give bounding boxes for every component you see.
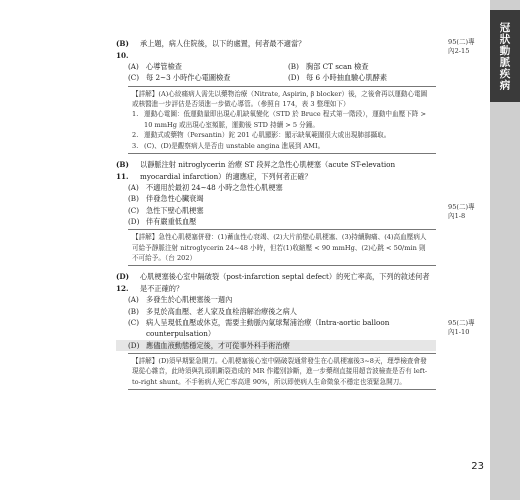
chapter-label: 冠狀動脈疾病: [490, 10, 520, 102]
option: (A) 多發生於心肌梗塞後一週內: [128, 295, 233, 305]
explanation-item: 2. 運動式或藥物（Persantin）鉈 201 心肌顯影：顯示缺氧範圍很大或出現肺部攝取。: [132, 131, 391, 140]
question-number: (D) 12.: [116, 272, 130, 293]
question-stem: 以靜脈注射 nitroglycerin 治療 ST 段昇之急性心肌梗塞（acute ST-elevation myocardial infarction）的適應症，下列何者正確？: [140, 160, 396, 181]
option: (C) 急性下壁心肌梗塞: [128, 205, 204, 215]
page-number: 23: [471, 461, 484, 472]
option: (A) 心導管檢查: [128, 62, 182, 71]
explanation-item: 3. (C)、(D)是觀察病人是否由 unstable angina 進展到 AMI。: [132, 141, 325, 150]
explanation-item: 1. 運動心電圖：低運動量即出現心肌缺氧變化（STD 於 Bruce 程式第一階段），運動中血壓下降 > 10 mmHg 或出現心室頻脈，運動後 STD 持續 > 5 分鐘。: [132, 110, 427, 129]
explanation: 【詳解】(A)心絞痛病人需先以藥物治療（Nitrate, Aspirin, β blocker）後，之後會再以運動心電圖或核醫進一步評估是否須進一步做心導管。（參照自 174，表 3 整理如下） 1. 運動心電圖：低運動量即出現心肌缺氧變化（STD 於 Bruce 程式第一階段），運動中血壓下降 > 10 mmHg 或出現心室頻脈，運動後 STD 持續 > 5 分鐘。 2. 運動式或藥物（Persantin）鉈 201 心肌顯影：顯示缺氧範圍很大或出現肺部攝取。 3. (C)、(D)是觀察病人是否由 unstable angina 進展到 AMI。: [128, 86, 436, 154]
question-number: (B) 10.: [116, 39, 129, 60]
option: (B) 伴發急性心臟衰竭: [128, 194, 204, 204]
question-11: [116, 159, 436, 266]
option: (B) 胸部 CT scan 檢查: [288, 62, 369, 71]
question-stem: 承上題，病人住院後，以下的處置，何者最不適當？: [140, 39, 306, 48]
option: (D) 伴有嚴重低血壓: [128, 216, 197, 226]
explanation: 【詳解】(D)須早期緊急開刀。心肌梗塞後心室中隔破裂通常發生在心肌梗塞後3~8天，理學檢查會發現從心雜音，此時須與乳頭肌斷裂造成的 MR 作鑑別診斷，進一步藥劑直接用超音波檢查是否有 left-to-right shunt。不手術病人死亡率高達 90%，所以即使病人生命徵象不穩定也須緊急開刀。: [128, 353, 436, 390]
question-10: [116, 38, 436, 154]
question-number: (B) 11.: [116, 160, 129, 181]
option: (D) 應儘血液動態穩定後，才可從事外科手術治療: [116, 340, 436, 351]
source-note: 95(二)專 內2-15: [448, 38, 475, 55]
side-tab: [490, 0, 520, 500]
source-note: 95(二)專 內1-8: [448, 203, 475, 220]
option: (C) 病人呈現低血壓或休克，需要主動脈內氣球幫浦治療（Intra-aortic balloon counterpulsation）: [128, 318, 390, 339]
explanation: 【詳解】急性心肌梗塞併發：(1)蓄血性心衰竭、(2)大片前壁心肌梗塞、(3)持續胸痛、(4)高血壓病人可給予靜脈注射 nitroglycerin 24~48 小時，但若(1)收縮壓 < 90 mmHg、(2)心跳 < 50/min 則不可給予。（台 202）: [128, 229, 436, 266]
source-note: 95(二)專 內1-10: [448, 319, 475, 336]
question-stem: 心肌梗塞後心室中隔破裂（post-infarction septal defect）的死亡率高，下列的敘述何者是不正確的？: [140, 272, 430, 293]
option: (A) 不適用於最初 24~48 小時之急性心肌梗塞: [128, 183, 283, 193]
option: (B) 多見於高血壓、老人家及血栓溶解治療後之病人: [128, 306, 297, 316]
option: (C) 每 2~3 小時作心電圖檢查: [128, 73, 231, 83]
question-12: [116, 271, 436, 390]
question-list: [116, 38, 436, 395]
option: (D) 每 6 小時抽血驗心肌酵素: [288, 73, 388, 83]
